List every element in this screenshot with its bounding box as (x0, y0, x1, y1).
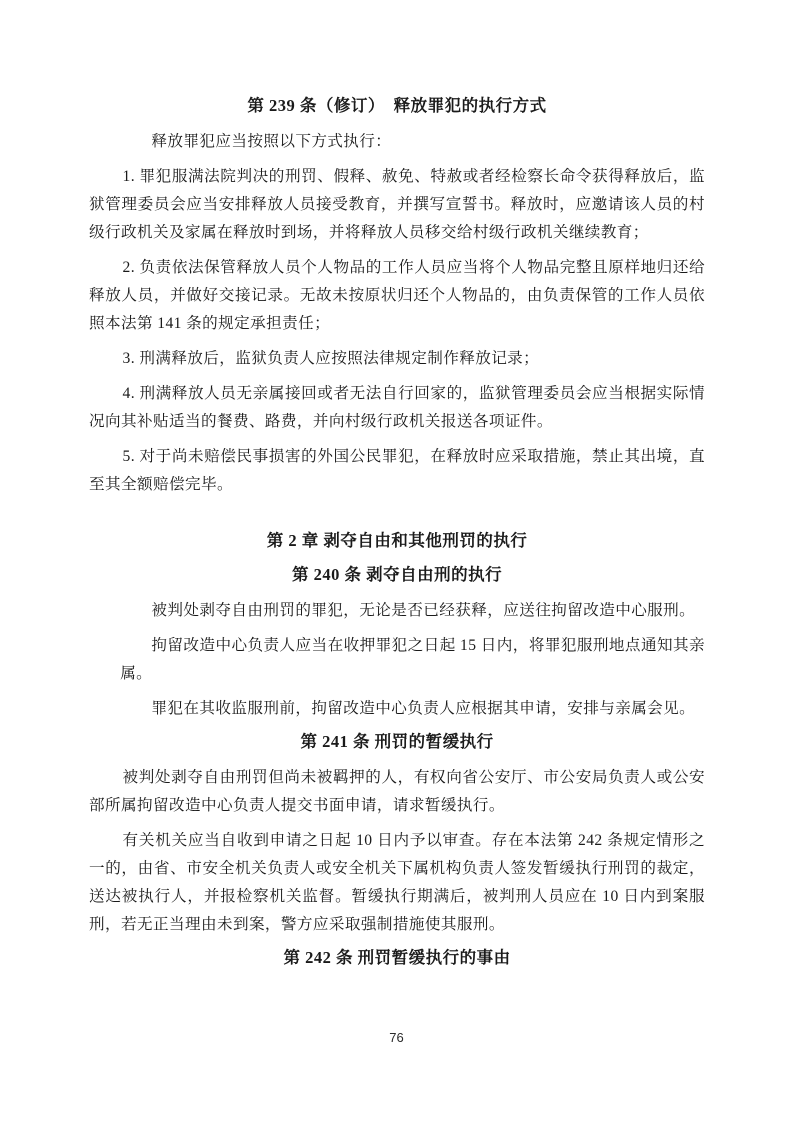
paragraph-intro: 释放罪犯应当按照以下方式执行： (151, 133, 392, 150)
paragraph-item-3: 3. 刑满释放后，监狱负责人应按照法律规定制作释放记录； (122, 350, 540, 367)
paragraph-240-3: 罪犯在其收监服刑前，拘留改造中心负责人应根据其申请，安排与亲属会见。 (151, 700, 696, 717)
article-heading-241: 第 241 条 刑罚的暂缓执行 (300, 732, 494, 751)
article-heading-239: 第 239 条（修订） 释放罪犯的执行方式 (247, 96, 547, 115)
paragraph-item-5: 5. 对于尚未赔偿民事损害的外国公民罪犯，在释放时应采取措施，禁止其出境，直至其全额赔偿完毕。 (89, 448, 705, 493)
chapter-heading-2: 第 2 章 剥夺自由和其他刑罚的执行 (266, 531, 528, 550)
paragraph-item-4: 4. 刑满释放人员无亲属接回或者无法自行回家的，监狱管理委员会应当根据实际情况向其补贴适当的餐费、路费，并向村级行政机关报送各项证件。 (89, 385, 705, 430)
paragraph-241-2: 有关机关应当自收到申请之日起 10 日内予以审查。存在本法第 242 条规定情形之一的，由省、市安全机关负责人或安全机关下属机构负责人签发暂缓执行刑罚的裁定，送达被执行人，并报检察机关监督。暂缓执行期满后，被判刑人员应在 10 日内到案服刑，若无正当理由未到案，警方应采取强制措施使其服刑。 (89, 832, 705, 933)
article-heading-240: 第 240 条 剥夺自由刑的执行 (291, 565, 503, 584)
document-body (89, 94, 705, 970)
paragraph-241-1: 被判处剥夺自由刑罚但尚未被羁押的人，有权向省公安厅、市公安局负责人或公安部所属拘留改造中心负责人提交书面申请，请求暂缓执行。 (89, 769, 705, 814)
paragraph-item-1: 1. 罪犯服满法院判决的刑罚、假释、赦免、特赦或者经检察长命令获得释放后，监狱管理委员会应当安排释放人员接受教育，并撰写宣誓书。释放时，应邀请该人员的村级行政机关及家属在释放时到场，并将释放人员移交给村级行政机关继续教育； (89, 168, 705, 241)
paragraph-item-2: 2. 负责依法保管释放人员个人物品的工作人员应当将个人物品完整且原样地归还给释放人员，并做好交接记录。无故未按原状归还个人物品的，由负责保管的工作人员依照本法第 141 条的规定承担责任； (89, 259, 705, 332)
paragraph-240-2: 拘留改造中心负责人应当在收押罪犯之日起 15 日内，将罪犯服刑地点通知其亲属。 (120, 637, 705, 682)
page-footer (0, 1030, 793, 1045)
article-heading-242: 第 242 条 刑罚暂缓执行的事由 (283, 948, 511, 967)
page-number: 76 (389, 1030, 404, 1045)
paragraph-240-1: 被判处剥夺自由刑罚的罪犯，无论是否已经获释，应送往拘留改造中心服刑。 (151, 602, 696, 619)
